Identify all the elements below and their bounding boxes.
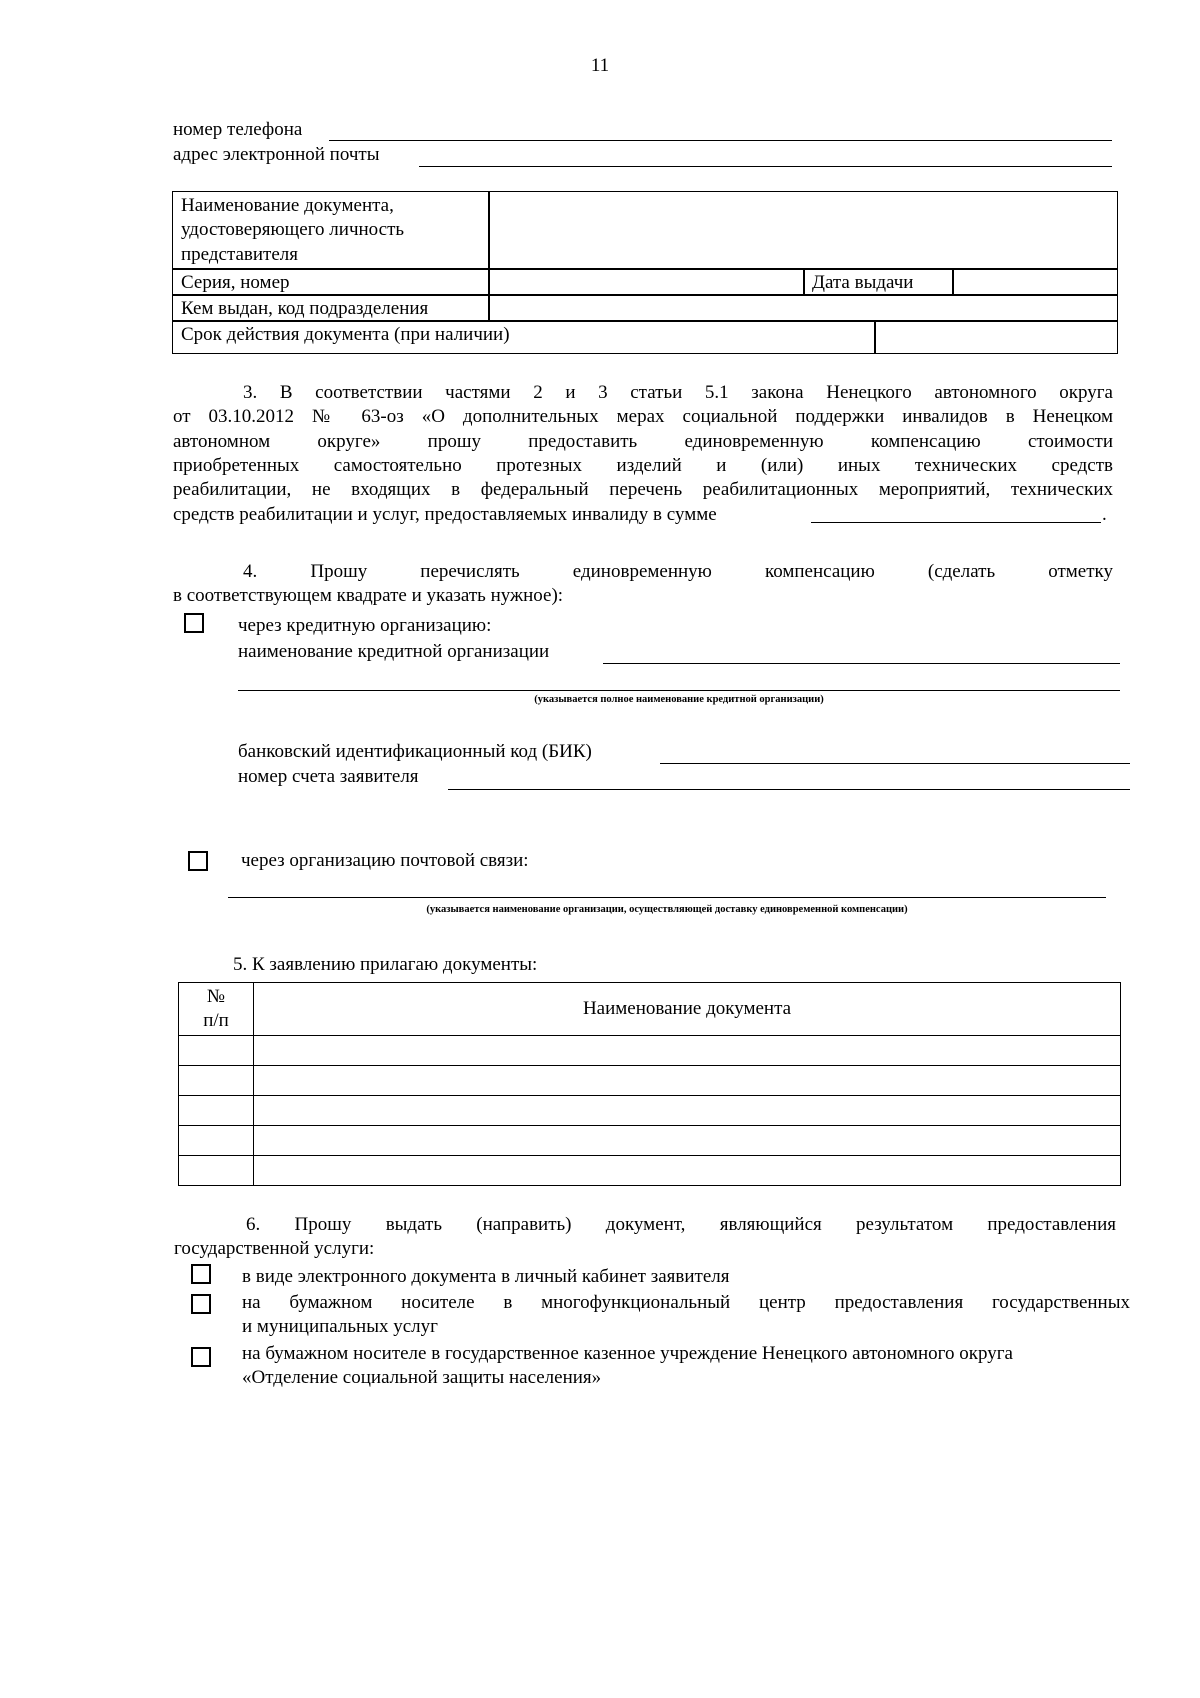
section-3-line-2: от 03.10.2012 № 63-оз «О дополнительных мерах социальной поддержки инвалидов в Ненецком <box>173 406 1113 428</box>
id-doc-series-value[interactable] <box>488 268 805 296</box>
documents-col-name <box>254 983 1121 1036</box>
email-field[interactable] <box>419 166 1112 167</box>
account-field[interactable] <box>448 789 1130 790</box>
documents-col-num <box>179 983 254 1036</box>
section-3-end-dot: . <box>1102 503 1107 525</box>
id-doc-name-label: Наименование документа, <box>181 195 394 216</box>
section-6-line-1: 6. Прошу выдать (направить) документ, являющийся результатом предоставления <box>246 1214 1116 1235</box>
section-3 <box>173 381 1113 528</box>
result-mfc-label <box>242 1291 1130 1340</box>
amount-field[interactable] <box>811 522 1101 523</box>
credit-name-field-2[interactable] <box>238 690 1120 691</box>
id-doc-validity-label: Срок действия документа (при наличии) <box>181 324 510 345</box>
result-mfc-checkbox[interactable] <box>191 1294 211 1314</box>
section-3-line-6: средств реабилитации и услуг, предоставляемых инвалиду в сумме <box>173 503 717 525</box>
section-3-line-4: приобретенных самостоятельно протезных изделий и (или) иных технических средств <box>173 454 1113 476</box>
id-doc-issued-by-label-cell <box>172 294 490 322</box>
id-doc-name-label-2: удостоверяющего личность <box>181 219 405 241</box>
documents-col-num-1: № <box>206 985 226 1007</box>
result-electronic-label: в виде электронного документа в личный кабинет заявителя <box>242 1266 730 1287</box>
section-3-line-5: реабилитации, не входящих в федеральный перечень реабилитационных мероприятий, технических <box>173 479 1113 501</box>
result-mfc-label-2: и муниципальных услуг <box>242 1316 438 1338</box>
section-3-line-3: автономном округе» прошу предоставить единовременную компенсацию стоимости <box>173 430 1113 452</box>
result-electronic-checkbox[interactable] <box>191 1264 211 1284</box>
id-doc-series-label: Серия, номер <box>181 272 290 293</box>
section-4-line-2: в соответствующем квадрате и указать нужное): <box>173 585 564 607</box>
table-row-name[interactable] <box>254 1126 1121 1156</box>
credit-option-label: через кредитную организацию: <box>238 615 492 636</box>
table-row-name[interactable] <box>254 1156 1121 1186</box>
bik-label: банковский идентификационный код (БИК) <box>238 741 592 762</box>
credit-org-checkbox[interactable] <box>184 613 204 633</box>
result-social-office-checkbox[interactable] <box>191 1347 211 1367</box>
id-doc-date-label-cell <box>803 268 954 296</box>
phone-field[interactable] <box>329 140 1112 141</box>
table-row-name[interactable] <box>254 1096 1121 1126</box>
id-doc-validity-value[interactable] <box>874 320 1118 354</box>
phone-label: номер телефона <box>173 119 303 140</box>
id-doc-series-label-cell <box>172 268 490 296</box>
id-doc-issued-by-value[interactable] <box>488 294 1118 322</box>
id-doc-date-value[interactable] <box>952 268 1118 296</box>
table-row-num[interactable] <box>179 1036 254 1066</box>
documents-col-num-2: п/п <box>203 1010 229 1031</box>
id-doc-name-label-cell <box>172 191 490 270</box>
result-social-office-label-1: на бумажном носителе в государственное казенное учреждение Ненецкого автономного округа <box>242 1343 1013 1364</box>
section-4-intro <box>173 560 1113 609</box>
bik-field[interactable] <box>660 763 1130 764</box>
credit-name-field[interactable] <box>603 663 1120 664</box>
table-row-num[interactable] <box>179 1096 254 1126</box>
documents-table <box>178 982 1121 1186</box>
section-4-line-1: 4. Прошу перечислять единовременную компенсацию (сделать отметку <box>243 561 1113 582</box>
section-3-line-1: 3. В соответствии частями 2 и 3 статьи 5.1 закона Ненецкого автономного округа <box>243 382 1113 403</box>
email-label: адрес электронной почты <box>173 144 380 165</box>
result-mfc-label-1: на бумажном носителе в многофункциональный центр предоставления государственных <box>242 1292 1130 1313</box>
credit-name-label: наименование кредитной организации <box>238 641 550 662</box>
post-org-field[interactable] <box>228 897 1106 898</box>
post-org-checkbox[interactable] <box>188 851 208 871</box>
table-row-name[interactable] <box>254 1066 1121 1096</box>
documents-col-name-label: Наименование документа <box>582 997 792 1019</box>
id-doc-date-label: Дата выдачи <box>812 272 914 293</box>
table-row-num[interactable] <box>179 1156 254 1186</box>
section-6-intro <box>174 1213 1116 1262</box>
credit-hint: (указывается полное наименование кредитной организации) <box>534 694 824 705</box>
page-number: 11 <box>590 55 610 76</box>
post-hint: (указывается наименование организации, осуществляющей доставку единовременной компенсации) <box>426 904 908 915</box>
section-5-title: 5. К заявлению прилагаю документы: <box>233 954 538 975</box>
id-doc-issued-by-label: Кем выдан, код подразделения <box>181 298 429 319</box>
id-doc-name-value[interactable] <box>488 191 1118 270</box>
section-6-line-2: государственной услуги: <box>174 1238 375 1260</box>
table-row-num[interactable] <box>179 1126 254 1156</box>
id-doc-validity-label-cell <box>172 320 876 354</box>
account-label: номер счета заявителя <box>238 766 419 787</box>
table-row-num[interactable] <box>179 1066 254 1096</box>
post-option-label: через организацию почтовой связи: <box>241 850 529 871</box>
result-social-office-label-2: «Отделение социальной защиты населения» <box>242 1367 602 1389</box>
table-row-name[interactable] <box>254 1036 1121 1066</box>
id-doc-name-label-3: представителя <box>181 243 299 265</box>
result-social-office-label <box>242 1342 1130 1391</box>
